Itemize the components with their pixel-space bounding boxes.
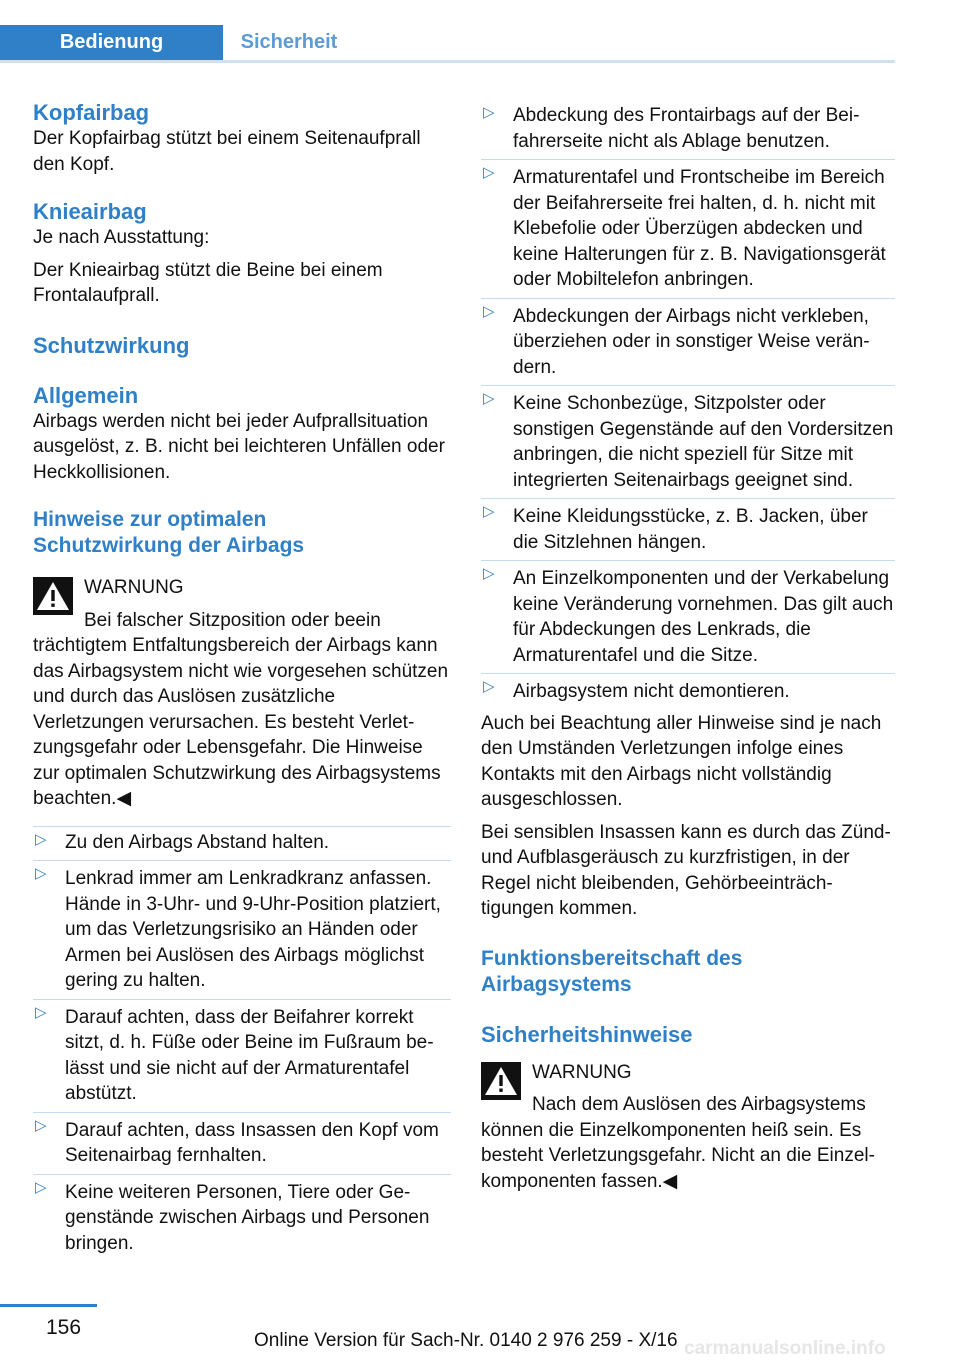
list-item: ▷ Armaturentafel und Frontscheibe im Bereich der Beifahrerseite frei halten, d. h. nicht mit Klebefolie oder Überzügen abdecken und keine Halterungen für z. B. Navigationsgerät oder Mobiltelefon anbringen. xyxy=(481,160,895,298)
triangle-bullet-icon: ▷ xyxy=(483,678,495,695)
list-item: ▷ Darauf achten, dass Insassen den Kopf vom Seitenairbag fernhalten. xyxy=(33,1113,451,1174)
knieairbag-text-1: Je nach Ausstattung: xyxy=(33,227,210,248)
heading-hinweise-line-1: Hinweise zur optimalen xyxy=(33,508,267,531)
page-number-rule xyxy=(0,1304,97,1307)
warning-block xyxy=(481,1060,895,1195)
triangle-bullet-icon: ▷ xyxy=(483,503,495,520)
list-item: ▷ Zu den Airbags Abstand halten. xyxy=(33,827,451,861)
tab-bedienung[interactable]: Bedienung xyxy=(0,25,223,60)
triangle-bullet-icon: ▷ xyxy=(35,1003,47,1021)
list-item: ▷ Lenkrad immer am Lenkradkranz anfassen. Hände in 3-Uhr- und 9-Uhr-Position platziert, um das Verletzungsrisiko an Händen oder Armen bei Auslösen des Airbags möglichst gering zu halten. xyxy=(33,861,451,999)
list-item: ▷ Keine Schonbezüge, Sitzpolster oder sonstigen Gegenstände auf den Vordersitzen anbringen, die nicht speziell für Sitze mit integrierten Seitenairbags geeignet sind. xyxy=(481,386,895,498)
list-item: ▷ Abdeckung des Frontairbags auf der Beifahrerseite nicht als Ablage benutzen. xyxy=(481,100,895,159)
list-item: ▷ Darauf achten, dass der Beifahrer korrekt sitzt, d. h. Füße oder Beine im Fußraum belässt und sie nicht auf der Armaturentafel abstützt. xyxy=(33,1000,451,1112)
warning-text: können die Einzelkomponenten heiß sein. Es besteht Verletzungsgefahr. Nicht an die Einzelkomponenten fassen.◀ xyxy=(481,1119,875,1192)
triangle-bullet-icon: ▷ xyxy=(35,1178,47,1196)
warning-text-first-line: Nach dem Auslösen des Airbagsystems xyxy=(532,1094,866,1115)
left-instruction-list xyxy=(33,827,451,1262)
warning-triangle-icon xyxy=(33,577,73,615)
list-item: ▷ Keine Kleidungsstücke, z. B. Jacken, über die Sitzlehnen hängen. xyxy=(481,499,895,560)
warning-text: trächtigtem Entfaltungsbereich der Airbags kann das Airbagsystem nicht wie vorgesehen schützen und durch das Auslösen zusätzliche Verletzungen verursachen. Es besteht Verletzungsgefahr oder Lebensgefahr. Die Hinweise zur optimalen Schutzwirkung des Airbagsystems beachten.◀ xyxy=(33,635,449,809)
triangle-bullet-icon: ▷ xyxy=(483,565,495,582)
warning-block xyxy=(33,575,451,812)
list-item: ▷ Airbagsystem nicht demontieren. xyxy=(481,674,895,708)
triangle-bullet-icon: ▷ xyxy=(483,302,495,320)
warning-triangle-icon xyxy=(481,1062,521,1100)
heading-hinweise-line-2: Schutzwirkung der Airbags xyxy=(33,534,305,557)
heading-kopfairbag: Kopfairbag xyxy=(33,100,150,125)
tab-underline xyxy=(0,60,895,63)
heading-schutzwirkung: Schutzwirkung xyxy=(33,332,190,358)
allgemein-text: Airbags werden nicht bei jeder Aufprallsituation ausgelöst, z. B. nicht bei leichteren Unfällen oder Heckkollisionen. xyxy=(33,410,445,483)
header-tabs xyxy=(0,25,895,63)
heading-funktionsbereitschaft-line-1: Funktionsbereitschaft des xyxy=(481,946,743,970)
triangle-bullet-icon: ▷ xyxy=(35,1116,47,1134)
knieairbag-text-2: Der Knieairbag stützt die Beine bei einem Frontalaufprall. xyxy=(33,259,383,306)
footer-version: Online Version für Sach-Nr. 0140 2 976 259 - X/16 xyxy=(254,1330,678,1351)
paragraph-hinweise: Auch bei Beachtung aller Hinweise sind je nach den Umständen Verletzungen infolge eines Kontakts mit den Airbags nicht vollständig ausgeschlossen. xyxy=(481,712,882,810)
page-number: 156 xyxy=(46,1316,82,1339)
triangle-bullet-icon: ▷ xyxy=(483,104,495,121)
triangle-bullet-icon: ▷ xyxy=(35,865,47,882)
heading-allgemein: Allgemein xyxy=(33,382,139,408)
tab-sicherheit[interactable]: Sicherheit xyxy=(223,25,355,60)
right-column xyxy=(481,100,895,1194)
triangle-bullet-icon: ▷ xyxy=(483,390,495,407)
warning-title: WARNUNG xyxy=(532,1061,632,1083)
triangle-bullet-icon: ▷ xyxy=(483,164,495,181)
list-item: ▷ Abdeckungen der Airbags nicht verkleben, überziehen oder in sonstiger Weise verändern. xyxy=(481,299,895,386)
kopfairbag-text: Der Kopfairbag stützt bei einem Seitenaufprall den Kopf. xyxy=(33,128,421,175)
triangle-bullet-icon: ▷ xyxy=(35,830,47,848)
list-item: ▷ Keine weiteren Personen, Tiere oder Gegenstände zwischen Airbags und Personen bringen. xyxy=(33,1175,451,1262)
paragraph-insassen: Bei sensiblen Insassen kann es durch das Zünd- und Aufblasgeräusch zu kurzfristigen, in der Regel nicht bleibenden, Gehörbeeinträchtigungen kommen. xyxy=(481,821,891,919)
heading-funktionsbereitschaft-line-2: Airbagsystems xyxy=(481,972,632,996)
warning-title: WARNUNG xyxy=(84,577,184,598)
watermark: carmanualsonline.info xyxy=(684,1338,886,1359)
left-column xyxy=(33,100,451,1261)
heading-sicherheitshinweise: Sicherheitshinweise xyxy=(481,1021,693,1047)
warning-text-first-line: Bei falscher Sitzposition oder beein xyxy=(84,609,381,631)
right-instruction-list xyxy=(481,100,895,708)
list-item: ▷ An Einzelkomponenten und der Verkabelung keine Veränderung vornehmen. Das gilt auch für Abdeckungen des Lenkrads, die Armaturentafel und die Sitze. xyxy=(481,561,895,673)
heading-knieairbag: Knieairbag xyxy=(33,199,147,224)
